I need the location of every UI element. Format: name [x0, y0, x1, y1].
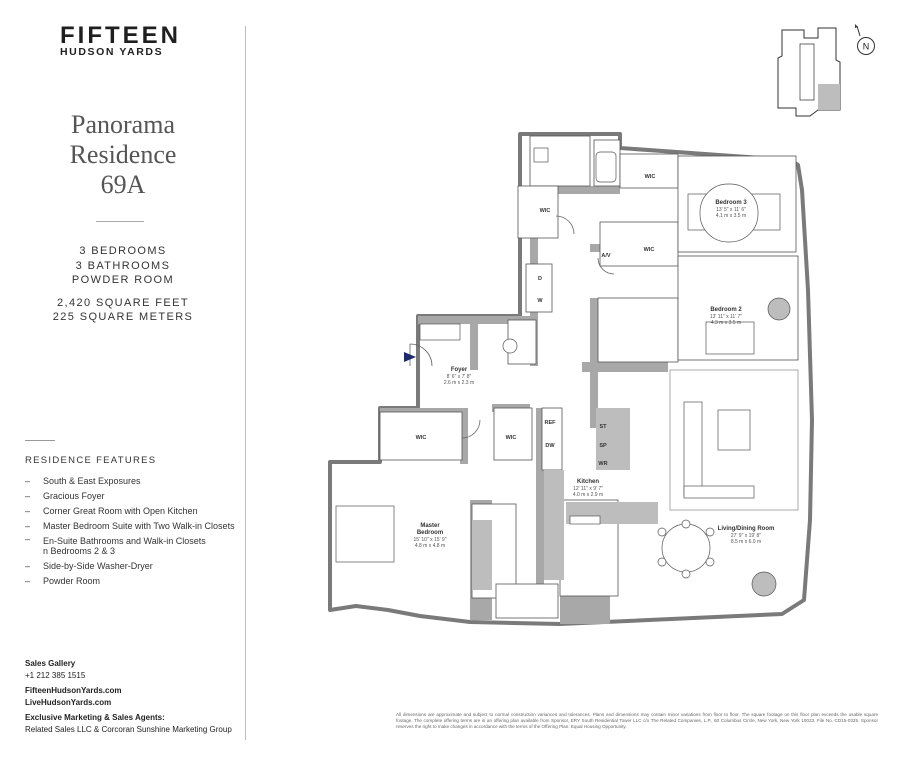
stat-powder-room: POWDER ROOM — [71, 274, 175, 286]
dining-table — [662, 524, 710, 572]
dryer-label: D — [538, 276, 542, 282]
brand-subtitle: HUDSON YARDS — [60, 46, 164, 58]
washer-label: W — [537, 298, 543, 304]
master-bed — [336, 506, 394, 562]
sales-phone[interactable]: +1 212 385 1515 — [25, 670, 86, 680]
foyer-dim-metric: 2.6 m x 2.3 m — [443, 380, 475, 386]
brand-logo: FIFTEEN — [60, 22, 181, 49]
bedroom2-dim: 13' 11" x 11' 7" — [709, 314, 743, 320]
av-label: A/V — [601, 253, 611, 259]
wic-label: WIC — [644, 174, 656, 180]
living-label: Living/Dining Room — [717, 526, 775, 532]
feature-item: – Side-by-Side Washer-Dryer — [25, 561, 153, 571]
stat-square-meters: 225 SQUARE METERS — [52, 311, 194, 323]
feature-item: – Gracious Foyer — [25, 491, 105, 501]
master-dim-metric: 4.8 m x 4.8 m — [414, 543, 446, 549]
compass-icon — [855, 24, 875, 55]
feature-item: – En-Suite Bathrooms and Walk-in Closets n Bedrooms 2 & 3 — [25, 534, 206, 556]
sales-gallery-label: Sales Gallery — [25, 659, 76, 668]
bedroom3-dim: 13' 5" x 11' 6" — [716, 207, 746, 213]
stat-bathrooms: 3 BATHROOMS — [75, 259, 171, 272]
foyer-label: Foyer — [450, 367, 468, 373]
stat-square-feet: 2,420 SQUARE FEET — [56, 296, 189, 309]
st-label: ST — [599, 424, 607, 430]
bedroom3-label: Bedroom 3 — [715, 200, 747, 206]
wic-label: WIC — [643, 247, 655, 253]
residence-title-line2: Residence — [69, 140, 177, 169]
compass-label: N — [862, 41, 870, 52]
features-heading: RESIDENCE FEATURES — [25, 455, 157, 466]
sofa — [684, 402, 702, 496]
kitchen-dim-metric: 4.0 m x 2.9 m — [572, 492, 604, 498]
wic-label: WIC — [505, 435, 517, 441]
feature-item: – Powder Room — [25, 576, 101, 586]
bedroom3-dim-metric: 4.1 m x 3.5 m — [715, 213, 747, 219]
agents-names: Related Sales LLC & Corcoran Sunshine Marketing Group — [25, 724, 232, 734]
feature-item: – Corner Great Room with Open Kitchen — [25, 506, 198, 516]
sp-label: SP — [599, 443, 607, 449]
stat-bedrooms: 3 BEDROOMS — [79, 245, 167, 257]
living-dim: 27' 9" x 19' 8" — [730, 533, 762, 539]
feature-item: – South & East Exposures — [25, 476, 141, 486]
master-label-1: Master — [420, 523, 440, 529]
wr-label: WR — [598, 461, 608, 467]
master-dim: 15' 10" x 15' 9" — [413, 537, 447, 543]
master-label-2: Bedroom — [416, 530, 444, 536]
kitchen-label: Kitchen — [576, 479, 600, 485]
residence-title-line3: 69A — [100, 170, 146, 199]
agents-label: Exclusive Marketing & Sales Agents: — [25, 713, 165, 722]
feature-item: – Master Bedroom Suite with Two Walk-in Closets — [25, 521, 235, 531]
website-link-1[interactable]: FifteenHudsonYards.com — [25, 686, 122, 695]
wic-label: WIC — [415, 435, 427, 441]
bed-2 — [706, 322, 754, 354]
kitchen-dim: 12' 11" x 9' 7" — [573, 486, 603, 492]
bedroom2-dim-metric: 4.3 m x 3.5 m — [710, 320, 742, 326]
foyer-dim: 8' 6" x 7' 8" — [446, 374, 472, 380]
legal-disclaimer: All dimensions are approximate and subject to normal construction variances and tolerances. Plans and dimensions may contain minor variations from floor to floor. The square footage on this floor plan exceeds the usable square footage. The complete offering terms are in an offering plan available from Sponsor, ERY South Residential Tower LLC c/o The Related Companies, L.P., 60 Columbus Circle, New York, New York 10023. File No. CD15-0325. Sponsor reserves the right to make changes in accordance with the terms of the Offering Plan. Equal Housing Opportunity. — [396, 712, 878, 729]
ref-label: REF — [544, 420, 556, 426]
dw-label: DW — [545, 443, 555, 449]
key-plan — [778, 28, 840, 116]
wic-label: WIC — [539, 208, 551, 214]
living-dim-metric: 8.5 m x 6.0 m — [730, 539, 762, 545]
residence-title-line1: Panorama — [71, 110, 175, 139]
website-link-2[interactable]: LiveHudsonYards.com — [25, 697, 112, 707]
bedroom2-label: Bedroom 2 — [710, 307, 742, 313]
